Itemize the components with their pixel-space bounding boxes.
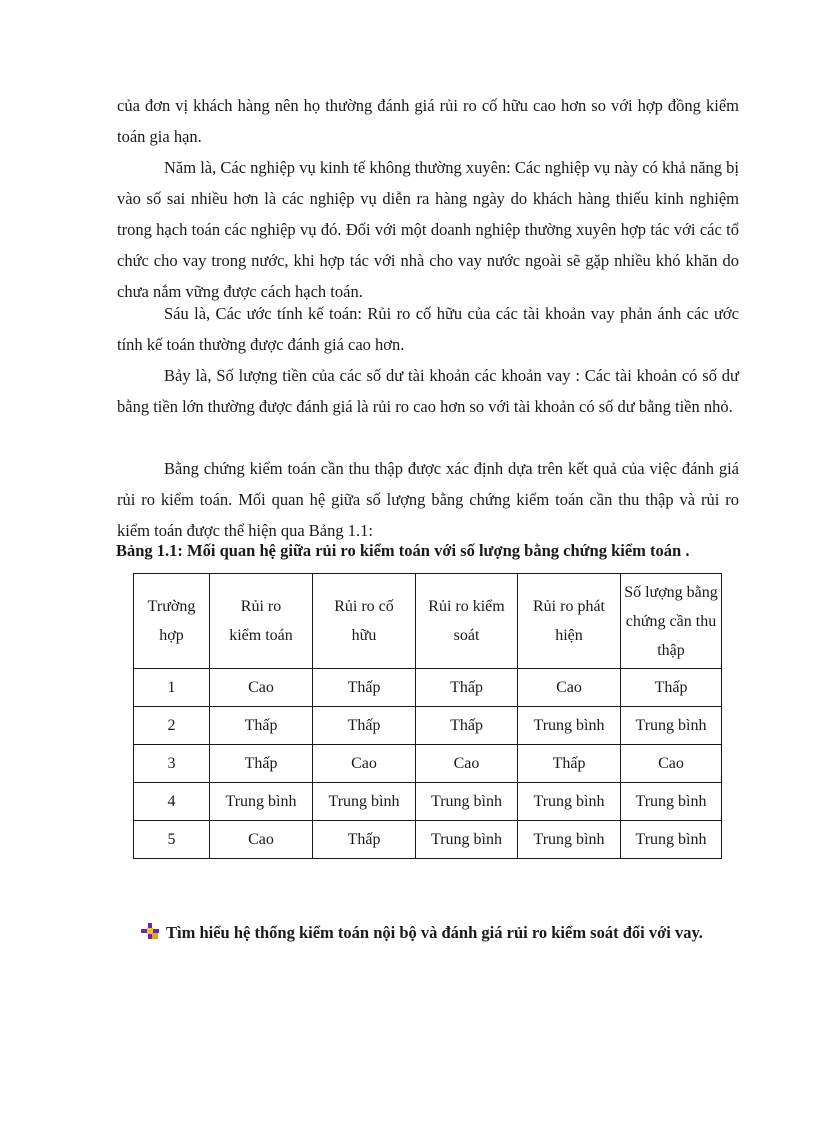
header-so-luong-bang-chung-label: Số lượng bằng chứng cần thu thập xyxy=(624,583,718,659)
table-cell: Thấp xyxy=(621,669,722,707)
header-rui-ro-kiem-toan-label: Rủi ro kiểm toán xyxy=(229,598,293,644)
paragraph-bang-chung: Bằng chứng kiểm toán cần thu thập được xác định dựa trên kết quả của việc đánh giá rủi ro kiểm toán. Mối quan hệ giữa số lượng bằng chứng kiểm toán cần thu thập và rủi ro kiểm toán được thể hiện qua Bảng 1.1: xyxy=(117,459,739,540)
table-cell: Thấp xyxy=(313,707,416,745)
paragraph-sau-la: Sáu là, Các ước tính kế toán: Rủi ro cố hữu của các tài khoản vay phản ánh các ước tính kế toán thường được đánh giá cao hơn. xyxy=(117,304,739,354)
header-rui-ro-kiem-soat-label: Rủi ro kiểm soát xyxy=(428,598,505,644)
table-cell: Cao xyxy=(313,745,416,783)
table-cell: Trung bình xyxy=(621,707,722,745)
header-rui-ro-co-huu-label: Rủi ro cố hữu xyxy=(334,598,394,644)
table-cell: 5 xyxy=(134,821,210,859)
header-truong-hop xyxy=(134,574,210,669)
table-header-row xyxy=(134,574,722,669)
plus-bullet-icon xyxy=(140,923,160,939)
header-rui-ro-co-huu xyxy=(313,574,416,669)
table-row xyxy=(134,821,722,859)
table-cell: Trung bình xyxy=(518,707,621,745)
table-cell: Trung bình xyxy=(518,821,621,859)
table-cell: Trung bình xyxy=(518,783,621,821)
table-cell: Trung bình xyxy=(313,783,416,821)
table-cell: Thấp xyxy=(518,745,621,783)
header-rui-ro-kiem-toan xyxy=(210,574,313,669)
table-cell: Thấp xyxy=(416,707,518,745)
table-cell: 1 xyxy=(134,669,210,707)
paragraph-nam-la: Năm là, Các nghiệp vụ kinh tế không thường xuyên: Các nghiệp vụ này có khả năng bị vào số sai nhiều hơn là các nghiệp vụ diễn ra hàng ngày do khách hàng thiếu kinh nghiệm trong hạch toán các nghiệp vụ đó. Đối với một doanh nghiệp thường xuyên hợp tác với các tổ chức cho vay trong nước, khi hợp tác với nhà cho vay nước ngoài sẽ gặp nhiều khó khăn do chưa nắm vững được cách hạch toán. xyxy=(117,158,739,301)
header-rui-ro-kiem-soat xyxy=(416,574,518,669)
header-so-luong-bang-chung xyxy=(621,574,722,669)
table-row xyxy=(134,745,722,783)
table-cell: Trung bình xyxy=(621,821,722,859)
table-cell: Thấp xyxy=(210,745,313,783)
header-truong-hop-label: Trường hợp xyxy=(147,598,196,644)
section-heading xyxy=(140,917,740,948)
paragraph-bay-la: Bảy là, Số lượng tiền của các số dư tài khoản các khoản vay : Các tài khoản có số dư bằng tiền lớn thường được đánh giá là rủi ro cao hơn so với tài khoản có số dư bằng tiền nhỏ. xyxy=(117,366,739,416)
table-cell: Trung bình xyxy=(416,783,518,821)
table-cell: Trung bình xyxy=(621,783,722,821)
table-cell: Cao xyxy=(210,669,313,707)
paragraph-continuation: của đơn vị khách hàng nên họ thường đánh giá rủi ro cố hữu cao hơn so với hợp đồng kiểm toán gia hạn. xyxy=(117,96,739,146)
table-cell: Trung bình xyxy=(416,821,518,859)
section-heading-text: Tìm hiểu hệ thống kiểm toán nội bộ và đánh giá rủi ro kiểm soát đối với vay. xyxy=(166,923,703,942)
table-row xyxy=(134,783,722,821)
table-cell: Cao xyxy=(621,745,722,783)
table-cell: 2 xyxy=(134,707,210,745)
table-caption: Bảng 1.1: Mối quan hệ giữa rủi ro kiểm toán với số lượng bằng chứng kiểm toán . xyxy=(116,541,690,560)
table-cell: Thấp xyxy=(416,669,518,707)
table-cell: Cao xyxy=(518,669,621,707)
risk-evidence-table xyxy=(133,573,722,859)
table-cell: Thấp xyxy=(313,821,416,859)
header-rui-ro-phat-hien-label: Rủi ro phát hiện xyxy=(533,598,605,644)
table-cell: 3 xyxy=(134,745,210,783)
table-cell: 4 xyxy=(134,783,210,821)
table-cell: Thấp xyxy=(313,669,416,707)
table-cell: Thấp xyxy=(210,707,313,745)
table-row xyxy=(134,707,722,745)
table-row xyxy=(134,669,722,707)
table-cell: Cao xyxy=(210,821,313,859)
table-cell: Trung bình xyxy=(210,783,313,821)
header-rui-ro-phat-hien xyxy=(518,574,621,669)
table-cell: Cao xyxy=(416,745,518,783)
